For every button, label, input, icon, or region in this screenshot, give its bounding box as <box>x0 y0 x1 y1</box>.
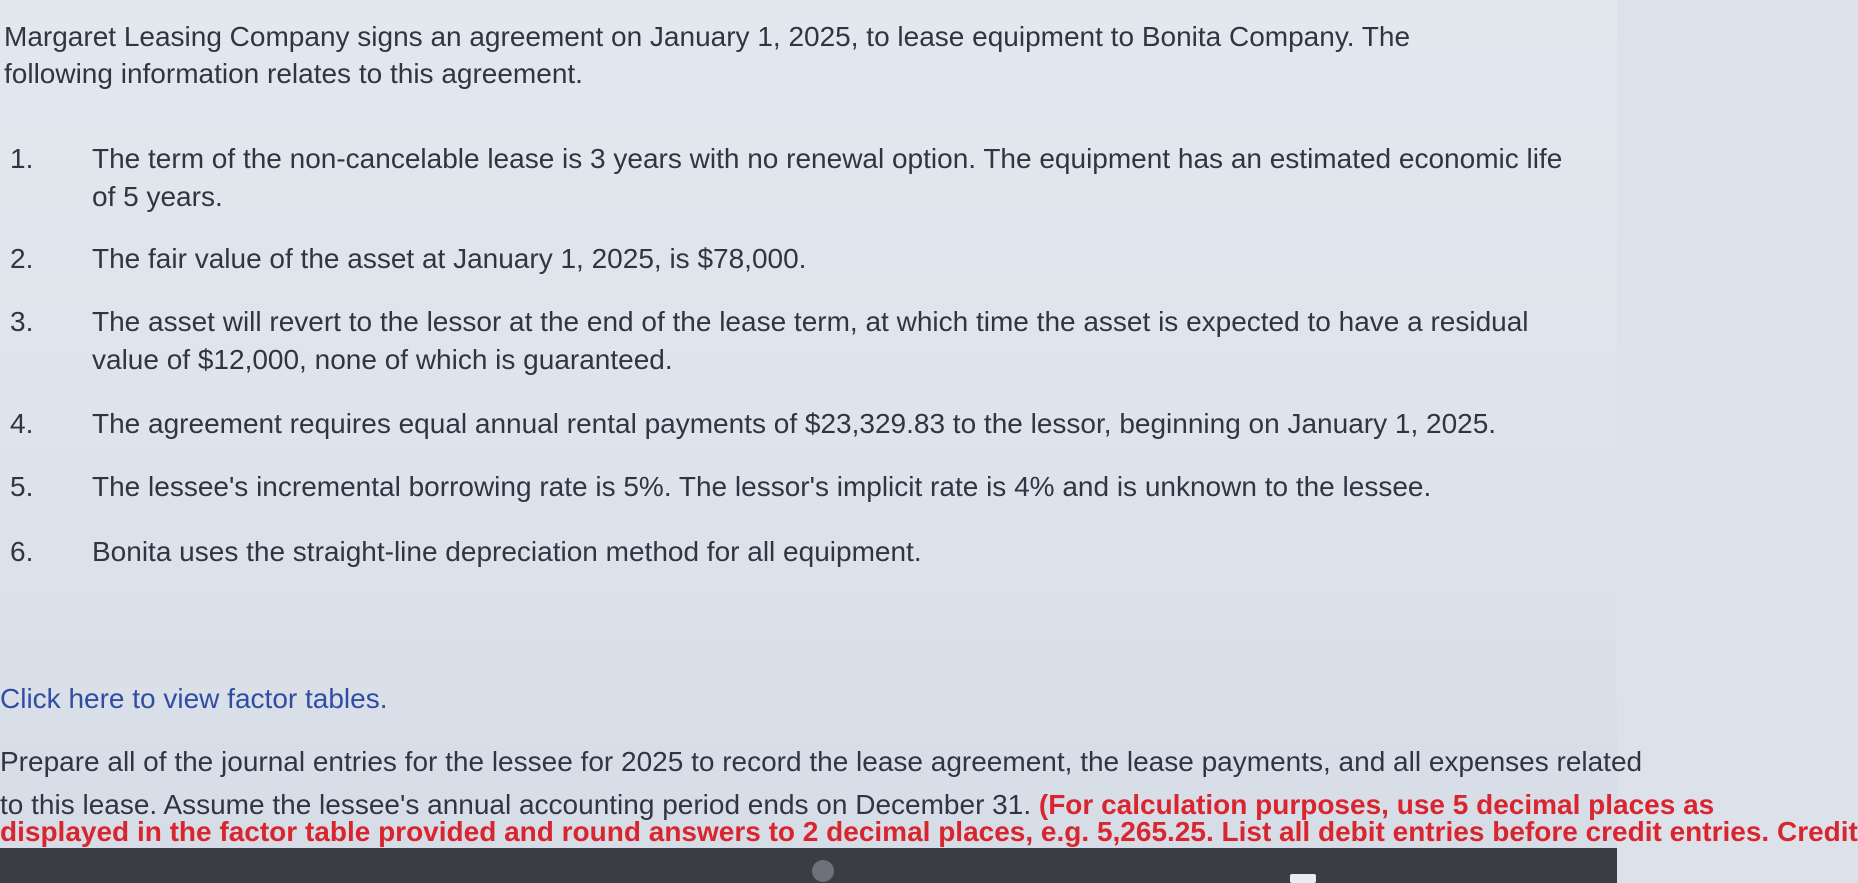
list-item-text: The asset will revert to the lessor at the end of the lease term, at which time the asset is expected to have a residual value of $12,000, none of which is guaranteed. <box>92 306 1529 375</box>
factor-tables-link[interactable]: Click here to view factor tables. <box>0 683 388 714</box>
instructions <box>0 740 1715 826</box>
calculation-note: (For calculation purposes, use 5 decimal places as <box>1038 789 1715 820</box>
home-indicator-icon <box>812 860 834 882</box>
list-item-text: Bonita uses the straight-line depreciation method for all equipment. <box>92 536 922 567</box>
bottom-bar <box>0 848 1617 883</box>
list-item-number: 4. <box>10 408 34 439</box>
list-item-text: The lessee's incremental borrowing rate is 5%. The lessor's implicit rate is 4% and is unknown to the lessee. <box>92 471 1432 502</box>
problem-intro: Margaret Leasing Company signs an agreement on January 1, 2025, to lease equipment to Bonita Company. The following information relates to this agreement. <box>4 21 1411 89</box>
list-item-number: 5. <box>10 471 34 502</box>
list-item-number: 6. <box>10 536 34 567</box>
list-item-text: The term of the non-cancelable lease is 3 years with no renewal option. The equipment has an estimated economic life of 5 years. <box>92 143 1563 212</box>
instructions-text: to this lease. Assume the lessee's annual accounting period ends on December 31. <box>0 789 1039 820</box>
list-item-number: 1. <box>10 143 34 174</box>
bottom-tab-handle[interactable] <box>1290 874 1316 883</box>
calculation-note-continued: displayed in the factor table provided and round answers to 2 decimal places, e.g. 5,265.25. List all debit entries before credit entries. Credit <box>0 816 1858 847</box>
list-item-text: The fair value of the asset at January 1, 2025, is $78,000. <box>92 243 807 274</box>
list-item-number: 3. <box>10 306 34 337</box>
list-item-number: 2. <box>10 243 34 274</box>
list-item-text: The agreement requires equal annual rental payments of $23,329.83 to the lessor, beginning on January 1, 2025. <box>92 408 1497 439</box>
instructions-line-1: Prepare all of the journal entries for the lessee for 2025 to record the lease agreement, the lease payments, and all expenses related <box>0 746 1643 777</box>
